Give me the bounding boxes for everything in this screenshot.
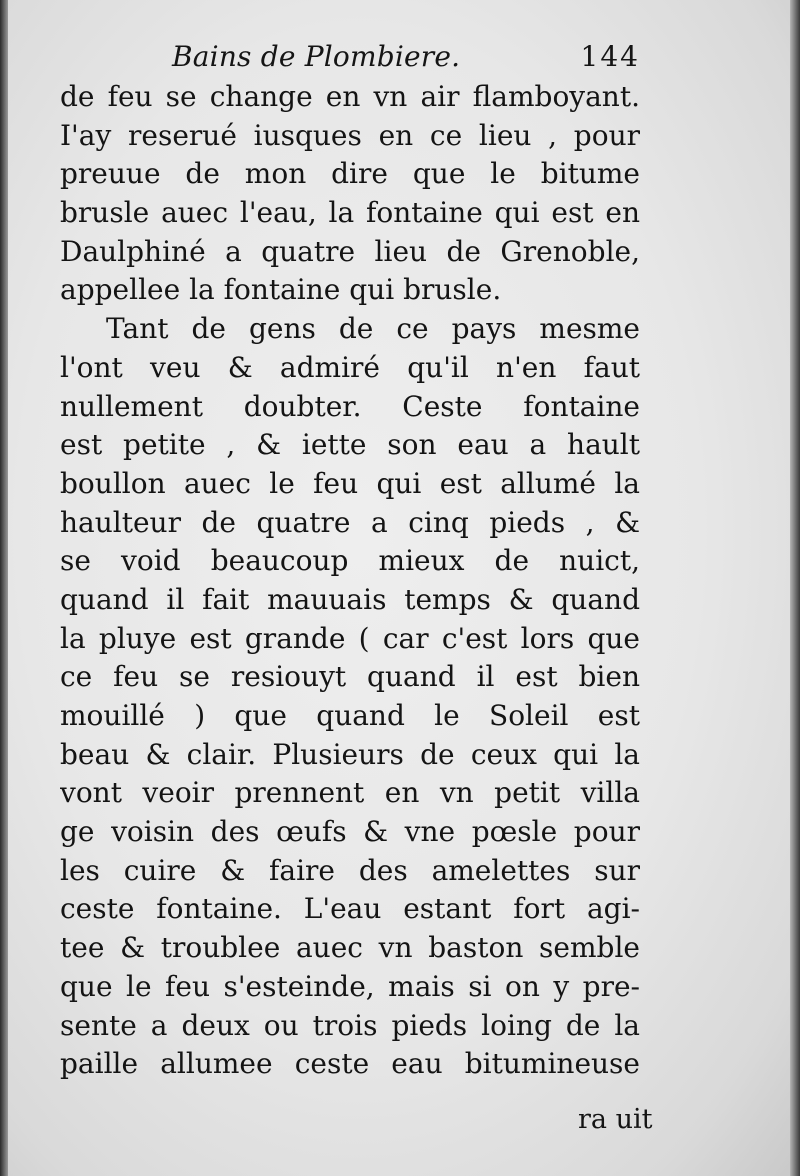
page-header xyxy=(60,38,640,78)
text-line: nullement doubter. Ceste fontaine xyxy=(60,389,640,423)
text-line: mouillé ) que quand le Soleil est xyxy=(60,699,640,732)
text-line: paille allumee ceste eau bitumineuse xyxy=(60,1047,640,1081)
text-line: ce feu se resiouyt quand il est bien xyxy=(60,660,640,694)
text-line: les cuire & faire des amelettes sur xyxy=(60,853,640,887)
text-line: Daulphiné a quatre lieu de Grenoble, xyxy=(60,234,640,268)
body-text xyxy=(60,78,640,1084)
text-line: vont veoir prennent en vn petit villa xyxy=(60,776,640,810)
text-line: quand il fait mauuais temps & quand xyxy=(60,582,640,616)
catchword: ra uit xyxy=(578,1104,653,1135)
page-right-edge xyxy=(790,0,800,1176)
text-line: de feu se change en vn air flamboyant. xyxy=(60,80,640,113)
text-line: la pluye est grande ( car c'est lors que xyxy=(60,621,640,655)
text-line: haulteur de quatre a cinq pieds , & xyxy=(60,505,640,539)
text-line: appellee la fontaine qui brusle. xyxy=(60,273,502,307)
text-line: boullon auec le feu qui est allumé la xyxy=(60,466,640,500)
text-line: que le feu s'esteinde, mais si on y pre- xyxy=(60,969,640,1003)
page-number: 144 xyxy=(580,40,640,73)
text-line: preuue de mon dire que le bitume xyxy=(60,157,640,191)
text-line: est petite , & iette son eau a hault xyxy=(60,428,640,462)
text-line: sente a deux ou trois pieds loing de la xyxy=(60,1008,640,1042)
text-line: I'ay reserué iusques en ce lieu , pour xyxy=(60,118,640,152)
text-line: se void beaucoup mieux de nuict, xyxy=(60,544,640,578)
text-line: Tant de gens de ce pays mesme xyxy=(106,312,640,346)
text-line: ceste fontaine. L'eau estant fort agi- xyxy=(60,892,640,926)
page-left-edge xyxy=(0,0,8,1176)
text-line: beau & clair. Plusieurs de ceux qui la xyxy=(60,737,640,771)
text-line: l'ont veu & admiré qu'il n'en faut xyxy=(60,350,640,384)
text-line: ge voisin des œufs & vne pœsle pour xyxy=(60,815,640,849)
running-title: Bains de Plombiere. xyxy=(172,40,461,73)
text-line: tee & troublee auec vn baston semble xyxy=(60,931,640,965)
text-line: brusle auec l'eau, la fontaine qui est en xyxy=(60,196,640,230)
